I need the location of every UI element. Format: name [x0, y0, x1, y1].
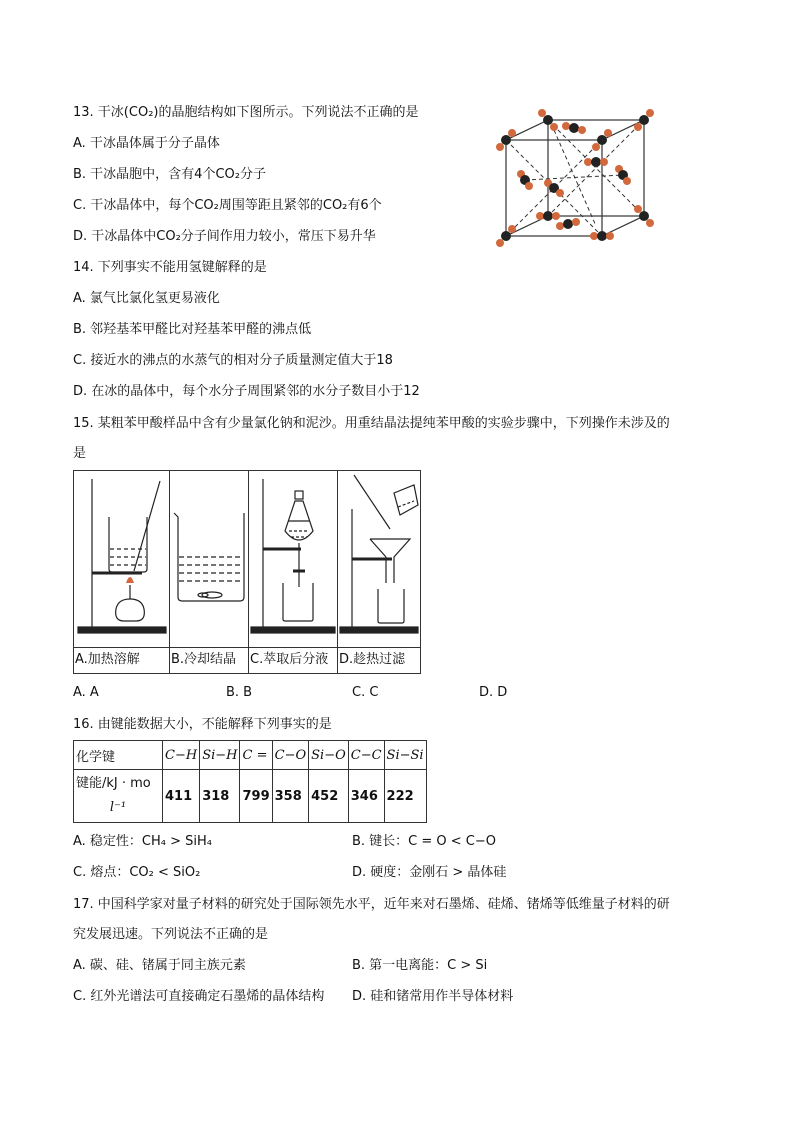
q17-option-c: C. 红外光谱法可直接确定石墨烯的晶体结构	[73, 989, 325, 1004]
q13-option-d: D. 干冰晶体中CO₂分子间作用力较小，常压下易升华	[73, 229, 376, 244]
bond-header-6: Si−Si	[384, 741, 426, 770]
energy-value-0: 411	[163, 770, 200, 823]
q16-stem: 16. 由键能数据大小，不能解释下列事实的是	[73, 717, 332, 732]
caption-d: D.趁热过滤	[338, 648, 421, 674]
q16-option-c: C. 熔点：CO₂ < SiO₂	[73, 865, 201, 880]
q15-apparatus-table	[73, 470, 421, 674]
q13-option-c: C. 干冰晶体中，每个CO₂周围等距且紧邻的CO₂有6个	[73, 198, 382, 213]
q17-stem-line1: 17. 中国科学家对量子材料的研究处于国际领先水平，近年来对石墨烯、硅烯、锗烯等低维量子材料的研	[73, 897, 670, 912]
q16-option-a: A. 稳定性：CH₄ > SiH₄	[73, 834, 213, 849]
q14-option-d: D. 在冰的晶体中，每个水分子周围紧邻的水分子数目小于12	[73, 384, 420, 399]
q15-option-a: A. A	[73, 685, 99, 700]
q14-option-a: A. 氯气比氯化氢更易液化	[73, 291, 220, 306]
bond-energy-table	[73, 740, 427, 823]
q13-stem: 13. 干冰(CO₂)的晶胞结构如下图所示。下列说法不正确的是	[73, 105, 419, 120]
bond-header-2: C =	[240, 741, 272, 770]
q15-option-b: B. B	[226, 685, 253, 700]
dry-ice-unit-cell-figure	[488, 100, 658, 260]
energy-value-1: 318	[200, 770, 240, 823]
caption-b: B.冷却结晶	[170, 648, 249, 674]
energy-value-6: 222	[384, 770, 426, 823]
q14-option-b: B. 邻羟基苯甲醛比对羟基苯甲醛的沸点低	[73, 322, 312, 337]
q15-stem-line1: 15. 某粗苯甲酸样品中含有少量氯化钠和泥沙。用重结晶法提纯苯甲酸的实验步骤中，下列操作未涉及的	[73, 416, 670, 431]
q14-stem: 14. 下列事实不能用氢键解释的是	[73, 260, 267, 275]
q15-stem-line2: 是	[73, 446, 87, 461]
cooling-crystallize-beaker-icon	[170, 471, 248, 647]
q17-option-d: D. 硅和锗常用作半导体材料	[352, 989, 514, 1004]
bond-header-4: Si−O	[309, 741, 349, 770]
energy-value-3: 358	[272, 770, 309, 823]
q15-option-d: D. D	[479, 685, 508, 700]
bond-header-0: C−H	[163, 741, 200, 770]
q15-option-c: C. C	[352, 685, 379, 700]
bond-header-label: 化学键	[74, 741, 163, 770]
hot-filtration-apparatus-icon	[338, 471, 420, 647]
separatory-funnel-apparatus-icon	[249, 471, 337, 647]
q17-option-b: B. 第一电离能：C > Si	[352, 958, 488, 973]
bond-header-5: C−C	[348, 741, 384, 770]
q13-option-a: A. 干冰晶体属于分子晶体	[73, 136, 220, 151]
q16-option-b: B. 键长：C = O < C−O	[352, 834, 497, 849]
q13-option-b: B. 干冰晶胞中，含有4个CO₂分子	[73, 167, 266, 182]
q14-option-c: C. 接近水的沸点的水蒸气的相对分子质量测定值大于18	[73, 353, 393, 368]
q16-option-d: D. 硬度：金刚石 > 晶体硅	[352, 865, 507, 880]
energy-value-2: 799	[240, 770, 272, 823]
energy-unit-label: 键能/kJ · mo l⁻¹	[74, 770, 163, 823]
heating-dissolve-apparatus-icon	[74, 471, 169, 647]
q17-option-a: A. 碳、硅、锗属于同主族元素	[73, 958, 246, 973]
q17-stem-line2: 究发展迅速。下列说法不正确的是	[73, 927, 269, 942]
caption-c: C.萃取后分液	[249, 648, 338, 674]
bond-header-1: Si−H	[200, 741, 240, 770]
bond-header-3: C−O	[272, 741, 309, 770]
caption-a: A.加热溶解	[74, 648, 170, 674]
energy-value-4: 452	[309, 770, 349, 823]
energy-value-5: 346	[348, 770, 384, 823]
